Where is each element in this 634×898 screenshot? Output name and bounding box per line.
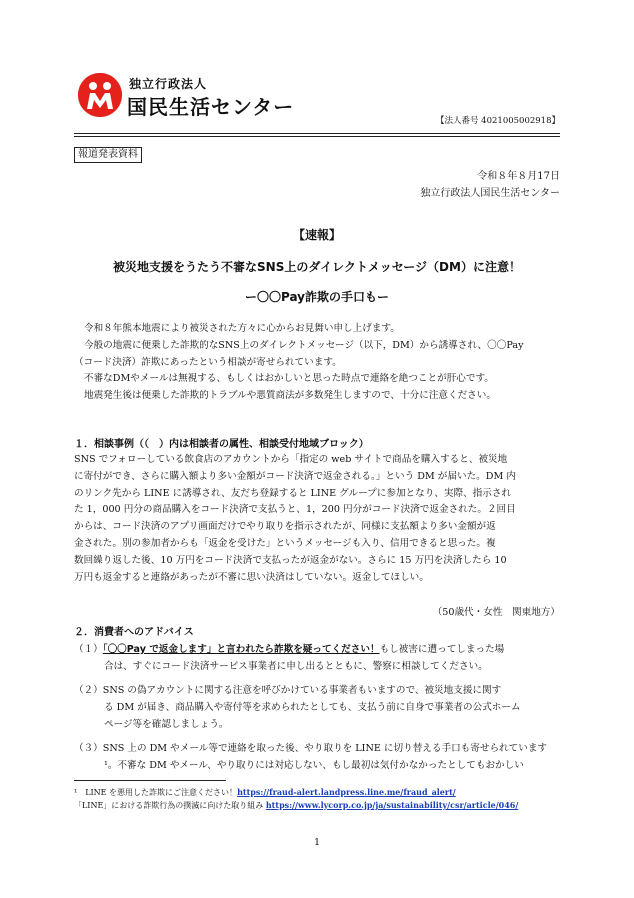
case-line: 万円も返金すると連絡があったが不審に思い決済はしていない。返金してほしい。 [74, 571, 429, 583]
page-subtitle: ー〇〇Pay詐欺の手口もー [244, 290, 390, 304]
case-line: からは、コード決済のアプリ画面だけでやり取りを指示されたが、同様に支払額より多い金額が返 [74, 521, 496, 533]
advice-item-3: （３）SNS 上の DM やメール等で連絡を取った後、やり取りを LINE に切り替える手口も寄せられています [74, 743, 548, 754]
advice-item-2: （２）SNS の偽アカウントに関する注意を呼びかけている事業者もいますので、被災地支援に関す [74, 685, 502, 696]
advice-emphasis: 「〇〇Pay で返金します」と言われたら詐欺を疑ってください！ [102, 644, 380, 655]
footnote-rule [74, 780, 226, 781]
case-line: SNS でフォローしている飲食店のアカウントから「指定の web サイトで商品を購入すると、被災地 [74, 454, 508, 465]
intro-line: 令和８年熊本地震により被災された方々に心からお見舞い申し上げます。 [84, 323, 400, 334]
section2-heading: ２．消費者へのアドバイス [74, 627, 194, 638]
page-number: 1 [313, 837, 321, 848]
intro-line: 不審なDMやメールは無視する、もしくはおかしいと思った時点で連絡を絶つことが肝心です。 [84, 373, 494, 385]
case-paragraph [74, 452, 560, 586]
footnote-text: ¹ LINE を悪用した詐欺にご注意ください！ [74, 788, 238, 797]
intro-line: 今般の地震に便乗した詐欺的なSNS上のダイレクトメッセージ（以下，DM）から誘導され、〇〇Pay [84, 339, 524, 351]
page-title: 被災地支援をうたう不審なSNS上のダイレクトメッセージ（DM）に注意！ [113, 260, 521, 274]
corporate-number: 【法人番号 4021005002918】 [435, 116, 560, 126]
advice-item-1 [74, 641, 504, 655]
advice-item-3-cont: ¹。不審な DM やメール、やり取りには対応しない、もし最初は気付かなかったとしてもおかしい [104, 760, 524, 771]
logo-subtitle: 独立行政法人 [129, 77, 208, 91]
press-release-badge: 報道発表資料 [74, 147, 142, 163]
header-divider-thin [74, 136, 560, 137]
issuer: 独立行政法人国民生活センター [420, 188, 560, 199]
logo-mark-icon [78, 73, 122, 117]
section1-heading: １．相談事例（（ ）内は相談者の属性、相談受付地域ブロック） [74, 439, 369, 450]
release-date: 令和８年８月17日 [477, 171, 560, 182]
advice-item-2-cont: る DM が届き、商品購入や寄付等を求められたとしても、支払う前に自身で事業者の公式ホーム [104, 702, 521, 713]
footnote-link-lycorp[interactable]: https://www.lycorp.co.jp/ja/sustainability/csr/article/046/ [265, 800, 519, 810]
advice-text: もし被害に遭ってしまった場 [379, 644, 505, 655]
footnote-text: 「LINE」における詐欺行為の撲滅に向けた取り組み [74, 801, 264, 810]
case-line: た 1，000 円分の商品購入をコード決済で支払うと、1，200 円分がコード決済で返金された。２回目 [74, 504, 516, 516]
case-line: 数回繰り返した後、10 万円をコード決済で支払ったが返金がない。さらに 15 万円を決済したら 10 [74, 554, 507, 566]
case-line: のリンク先から LINE に誘導され、友だち登録すると LINE グループに参加となり、実際、指示され [74, 487, 512, 499]
title-tag: 【速報】 [292, 228, 341, 242]
logo-title: 国民生活センター [127, 95, 295, 119]
footnote-link-line-alert[interactable]: https://fraud-alert.landpress.line.me/fraud_alert/ [237, 787, 456, 797]
advice-number: （１） [74, 644, 103, 655]
intro-line: （コード決済）詐欺にあったという相談が寄せられています。 [74, 356, 342, 368]
footnote-1 [74, 787, 456, 798]
advice-item-1-cont: 合は、すぐにコード決済サービス事業者に申し出るとともに、警察に相談してください。 [104, 661, 488, 672]
case-line: に寄付ができ、さらに購入額より多い金額がコード決済で返金される。」という DM が届いた。DM 内 [74, 470, 516, 482]
case-attribution: （50歳代・女性 関東地方） [432, 607, 560, 618]
intro-line: 地震発生後は便乗した詐欺的トラブルや悪質商法が多数発生しますので、十分に注意ください。 [84, 390, 496, 402]
header-divider [74, 133, 560, 134]
case-line: 金された。別の参加者からも「返金を受けた」というメッセージも入り、信用できると思った。複 [74, 537, 496, 549]
intro-paragraph [74, 321, 560, 405]
advice-item-2-cont: ページ等を確認しましょう。 [104, 719, 229, 730]
footnote-2 [74, 800, 518, 811]
